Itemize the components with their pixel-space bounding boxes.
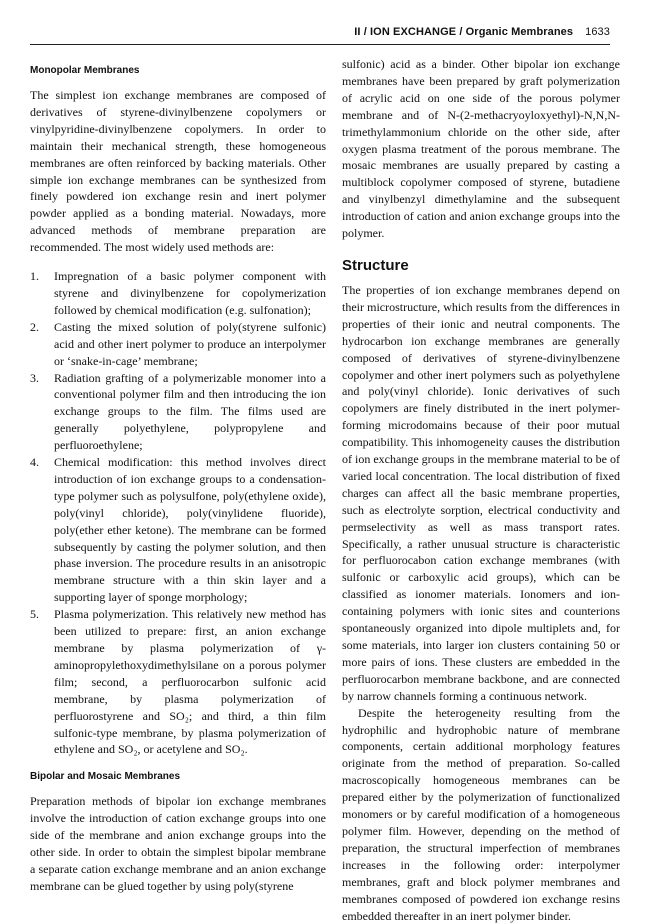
structure-paragraph-1: The properties of ion exchange membranes depend on their microstructure, which results from the differences in properties of their ionic and neutral components. The hydrocarbon ion exchange membranes are generally composed of derivatives of styrene-divinylbenzene copolymer and other inert polymers such as polyethylene and poly(vinyl chloride). Ionic derivatives of such copolymers are finely distributed in the inert polymer-forming microdomains because of their poor mutual compatibility. This inhomogeneity causes the distribution of ion exchange groups in the membrane material to be of varied local concentration. The local distribution of fixed charges can affect all the basic membrane properties, such as electrolyte sorption, electrical conductivity and permselectivity as well as mass transport rates. Specifically, a rather unusual structure is characteristic for perfluorocabon cation exchange membranes (with sulfonic or carboxylic acid groups), which can be classified as ionomer materials. Ionomers and ion-containing polymers with ionic sites and counterions spontaneously organized into dipole multiplets and, for some materials, into larger ion clusters containing 50 or more pairs of ions. These clusters are embedded in the perfluorocarbon membrane backbone, and are connected by narrow channels forming a continuous network. [342, 282, 620, 703]
list-item-text: Plasma polymerization. This relatively new method has been utilized to prepare: first, an anion exchange membrane by plasma polymerization of γ-aminopropylethoxydimethylsilane on a porous polymer film; second, a perfluorocarbon sulfonic acid membrane, by plasma polymerization of perfluorostyrene and SO₂; and third, a thin film sulfonic-type membrane, by plasma polymerization of ethylene and SO₂, or acetylene and SO₂. [54, 607, 326, 757]
list-item-text: Chemical modification: this method involves direct introduction of ion exchange groups to a condensation-type polymer such as polysulfone, poly(ethylene oxide), poly(vinyl chloride), poly(vinylidene fluoride), poly(ether ether ketone). The membrane can be formed subsequently by casting the polymer solution, and then phase inversion. The procedure results in an anisotropic membrane structure with a thin skin layer and a supporting layer of sponge morphology; [54, 455, 326, 605]
structure-heading: Structure [342, 256, 409, 274]
structure-paragraph-2: Despite the heterogeneity resulting from the hydrophilic and hydrophobic nature of membrane components, certain additional morphology features originate from the method of preparation. So-called macroscopically homogeneous membranes can be prepared either by the polymerization of functionalized monomers or by careful modification of a homogeneous polymer film. However, depending on the method of preparation, the structural imperfection of membranes increases in the following order: interpolymer membranes, graft and block polymer membranes and membranes composed of powdered ion exchange resins embedded thereafter in an inert polymer binder. [342, 705, 620, 923]
monopolar-heading: Monopolar Membranes [30, 65, 140, 76]
list-item [30, 454, 326, 606]
methods-list [30, 268, 326, 758]
running-title: II / ION EXCHANGE / Organic Membranes [354, 26, 574, 38]
list-item [30, 606, 326, 758]
list-item-number: 3. [30, 370, 39, 385]
list-item-text: Radiation grafting of a polymerizable monomer into a conventional polymer film and then introducing the ion exchange groups to the film. The films used are generally polyethylene, polypropylene and perfluoroethylene; [54, 370, 326, 453]
right-column [342, 56, 620, 924]
list-item-text: Impregnation of a basic polymer component with styrene and divinylbenzene for copolymerization followed by chemical modification (e.g. sulfonation); [54, 269, 326, 317]
list-item-number: 5. [30, 607, 39, 622]
list-item [30, 268, 326, 319]
list-item-number: 2. [30, 319, 39, 334]
list-item-number: 4. [30, 455, 39, 470]
bipolar-paragraph: Preparation methods of bipolar ion exchange membranes involve the introduction of cation exchange groups into one side of the membrane and anion exchange groups into the other side. In order to obtain the simplest bipolar membrane a separate cation exchange membrane and an anion exchange membrane can be glued together by using poly(styrene [30, 794, 326, 893]
list-item [30, 319, 326, 370]
left-column [30, 56, 326, 907]
page-number: 1633 [585, 26, 610, 38]
monopolar-paragraph: The simplest ion exchange membranes are composed of derivatives of styrene-divinylbenzene copolymers or vinylpyridine-divinylbenzene copolymers. In order to maintain their mechanical strength, these homogeneous membranes are often reinforced by backing materials. Other simple ion exchange membranes can be synthesized from finely powdered ion exchange resin and inert polymer powder applied as a bonding material. Nowadays, more advanced methods of membrane preparation are recommended. The most widely used methods are: [30, 88, 326, 255]
header-rule [30, 44, 610, 45]
continued-paragraph: sulfonic) acid as a binder. Other bipolar ion exchange membranes have been prepared by graft polymerization of acrylic acid on one side of the porous polymer membrane and of N-(2-methacryoyloxyethyl)-N,N,N-trimethylammonium chloride on the other side, after oxygen plasma treatment of the porous membrane. The mosaic membranes are usually prepared by casting a multiblock copolymer composed of styrene, butadiene and vinylbenzyl dimethylamine and the subsequent introduction of cation and anion exchange groups into the polymer. [342, 57, 620, 241]
bipolar-heading: Bipolar and Mosaic Membranes [30, 771, 181, 783]
list-item-number: 1. [30, 269, 39, 284]
list-item [30, 370, 326, 455]
running-header [30, 26, 610, 46]
list-item-text: Casting the mixed solution of poly(styrene sulfonic) acid and other inert polymer to produce an interpolymer or ‘snake-in-cage’ membrane; [54, 319, 326, 368]
